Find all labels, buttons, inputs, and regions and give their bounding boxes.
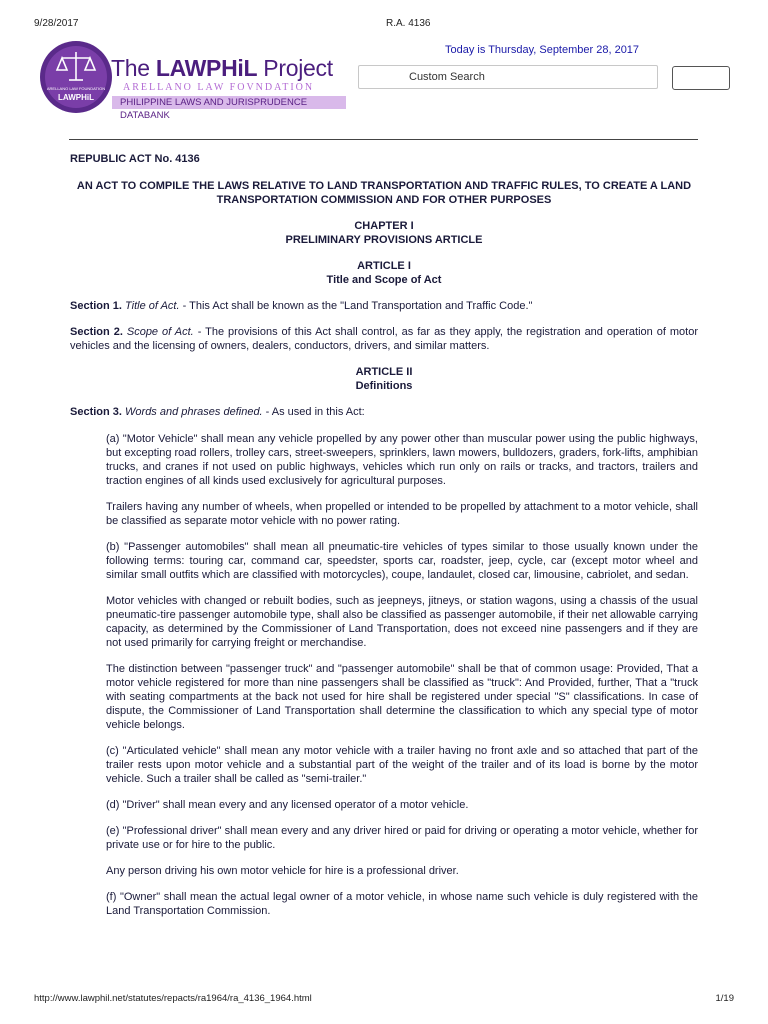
header-divider [69,139,698,140]
print-page-number: 1/19 [715,993,734,1004]
definition-paragraph: Trailers having any number of wheels, when propelled or intended to be propelled by attachment to a motor vehicle, shall be classified as separate motor vehicle with no power rating. [106,501,698,527]
custom-search-input[interactable] [358,65,658,89]
search-placeholder: Custom Search [409,71,485,83]
article-2-heading: ARTICLE II Definitions [355,366,413,392]
act-title: AN ACT TO COMPILE THE LAWS RELATIVE TO LAND TRANSPORTATION AND TRAFFIC RULES, TO CREATE A LAND TRANSPORTATION COMMISSION AND FOR OTHER PURPOSES [76,180,692,206]
document-body [70,152,698,930]
search-button[interactable] [672,66,730,90]
print-url: http://www.lawphil.net/statutes/repacts/ra1964/ra_4136_1964.html [34,993,312,1004]
svg-text:ARELLANO LAW FOUNDATION: ARELLANO LAW FOUNDATION [46,86,106,91]
definition-paragraph: (a) "Motor Vehicle" shall mean any vehicle propelled by any power other than muscular power using the public highways, but excepting road rollers, trolley cars, street-sweepers, sprinklers, lawn mowers, bulldozers, graders, fork-lifts, amphibian trucks, and cranes if not used on public highways, vehicles which run only on rails or tracks, and tractors, trailers and traction engines of all kinds used exclusively for agricultural purposes. [106,433,698,487]
lawphil-emblem-icon [38,40,120,114]
definition-paragraph: The distinction between "passenger truck" and "passenger automobile" shall be that of common usage: Provided, That a motor vehicle registered for more than nine passengers shall be classified as "truck": And Provided, further, That a "truck with seating compartments at the back not used for hire shall be registered under special "S" classifications. In case of dispute, the Commissioner of Land Transportation shall determine the classification to which any special type of motor vehicle belongs. [106,663,698,731]
site-title[interactable]: The LAWPHiL Project [111,55,333,81]
definition-paragraph: (f) "Owner" shall mean the actual legal owner of a motor vehicle, in whose name such vehicle is duly registered with the Land Transportation Commission. [106,891,698,917]
definition-paragraph: (c) "Articulated vehicle" shall mean any motor vehicle with a trailer having no front axle and so attached that part of the trailer rests upon motor vehicle and a substantial part of the weight of the trailer and of its load is borne by the motor vehicle. Such a trailer shall be called as "semi-trailer." [106,745,698,785]
definition-paragraph: (b) "Passenger automobiles" shall mean all pneumatic-tire vehicles of types similar to those usually known under the following terms: touring car, command car, speedster, sports car, roadster, jeep, cycle, car (except motor wheel and similar small outfits which are classified with motorcycles), coupe, landaulet, closed car, limousine, cabriolet, and sedan. [106,541,698,581]
section-2: Section 2. Scope of Act. - The provisions of this Act shall control, as far as they apply, the registration and operation of motor vehicles and the licensing of owners, dealers, conductors, drivers, and similar matters. [70,326,698,352]
definition-paragraph: Motor vehicles with changed or rebuilt bodies, such as jeepneys, jitneys, or station wagons, using a chassis of the usual pneumatic-tire passenger automobile type, shall also be classified as passenger automobile, if their net allowable carrying capacity, as determined by the Commissioner of Land Transportation, does not exceed nine passengers and if they are not used primarily for carrying freight or merchandise. [106,595,698,649]
print-date: 9/28/2017 [34,18,79,29]
act-number: REPUBLIC ACT No. 4136 [70,153,200,165]
foundation-name: ARELLANO LAW FOVNDATION [123,82,315,93]
definition-paragraph: Any person driving his own motor vehicle for hire is a professional driver. [106,865,459,877]
definition-paragraph: (d) "Driver" shall mean every and any licensed operator of a motor vehicle. [106,799,469,811]
print-doc-title: R.A. 4136 [386,18,431,29]
section-1: Section 1. Title of Act. - This Act shall be known as the "Land Transportation and Traffic Code." [70,300,533,312]
section-3: Section 3. Words and phrases defined. - As used in this Act: [70,406,365,418]
databank-band: PHILIPPINE LAWS AND JURISPRUDENCE DATABANK [112,96,346,109]
today-date: Today is Thursday, September 28, 2017 [445,44,640,56]
svg-text:LAWPHiL: LAWPHiL [58,93,94,102]
article-1-heading: ARTICLE I Title and Scope of Act [326,260,442,286]
chapter-heading: CHAPTER I PRELIMINARY PROVISIONS ARTICLE [285,220,483,246]
definition-paragraph: (e) "Professional driver" shall mean every and any driver hired or paid for driving or operating a motor vehicle, whether for private use or for hire to the public. [106,825,698,851]
